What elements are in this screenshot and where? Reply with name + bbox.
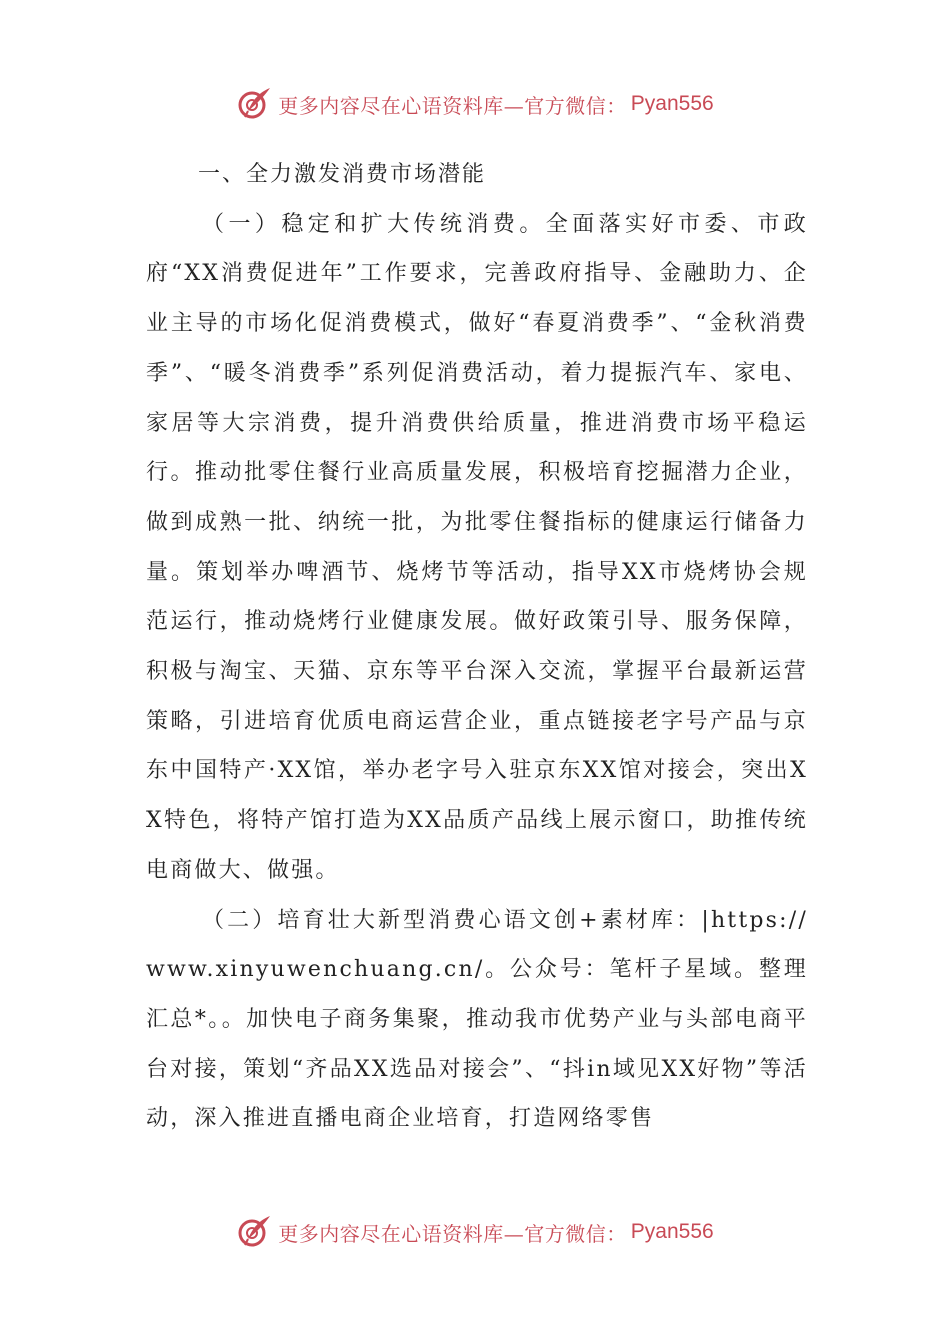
paragraph-traditional-consumption: （一）稳定和扩大传统消费。全面落实好市委、市政府“XX消费促进年”工作要求，完善政府指导、金融助力、企业主导的市场化促消费模式，做好“春夏消费季”、“金秋消费季”、“暖冬消费季”系列促消费活动，着力提振汽车、家电、家居等大宗消费，提升消费供给质量，推进消费市场平稳运行。推动批零住餐行业高质量发展，积极培育挖掘潜力企业，做到成熟一批、纳统一批，为批零住餐指标的健康运行储备力量。策划举办啤酒节、烧烤节等活动，指导XX市烧烤协会规范运行，推动烧烤行业健康发展。做好政策引导、服务保障，积极与淘宝、天猫、京东等平台深入交流，掌握平台最新运营策略，引进培育优质电商运营企业，重点链接老字号产品与京东中国特产·XX馆，举办老字号入驻京东XX馆对接会，突出XX特色，将特产馆打造为XX品质产品线上展示窗口，助推传统电商做大、做强。: [146, 211, 808, 883]
footer-watermark: [0, 1210, 950, 1254]
paragraph-new-consumption: （二）培育壮大新型消费心语文创+素材库：|https://www.xinyuwenchuang.cn/。公众号：笔杆子星域。整理汇总*。。加快电子商务集聚，推动我市优势产业与头部电商平台对接，策划“齐品XX选品对接会”、“抖in域见XX好物”等活动，深入推进直播电商企业培育，打造网络零售: [146, 907, 808, 1132]
document-body: [146, 150, 808, 1144]
quill-logo-icon: [236, 86, 272, 122]
watermark-wechat-id: Pyan556: [630, 1220, 714, 1243]
watermark-text: 更多内容尽在心语资料库—官方微信：: [278, 1221, 627, 1246]
watermark-wechat-id: Pyan556: [630, 92, 714, 115]
quill-logo-icon: [236, 1214, 272, 1250]
header-watermark: [0, 82, 950, 126]
watermark-text: 更多内容尽在心语资料库—官方微信：: [278, 93, 627, 118]
section-heading: 一、全力激发消费市场潜能: [198, 162, 487, 187]
